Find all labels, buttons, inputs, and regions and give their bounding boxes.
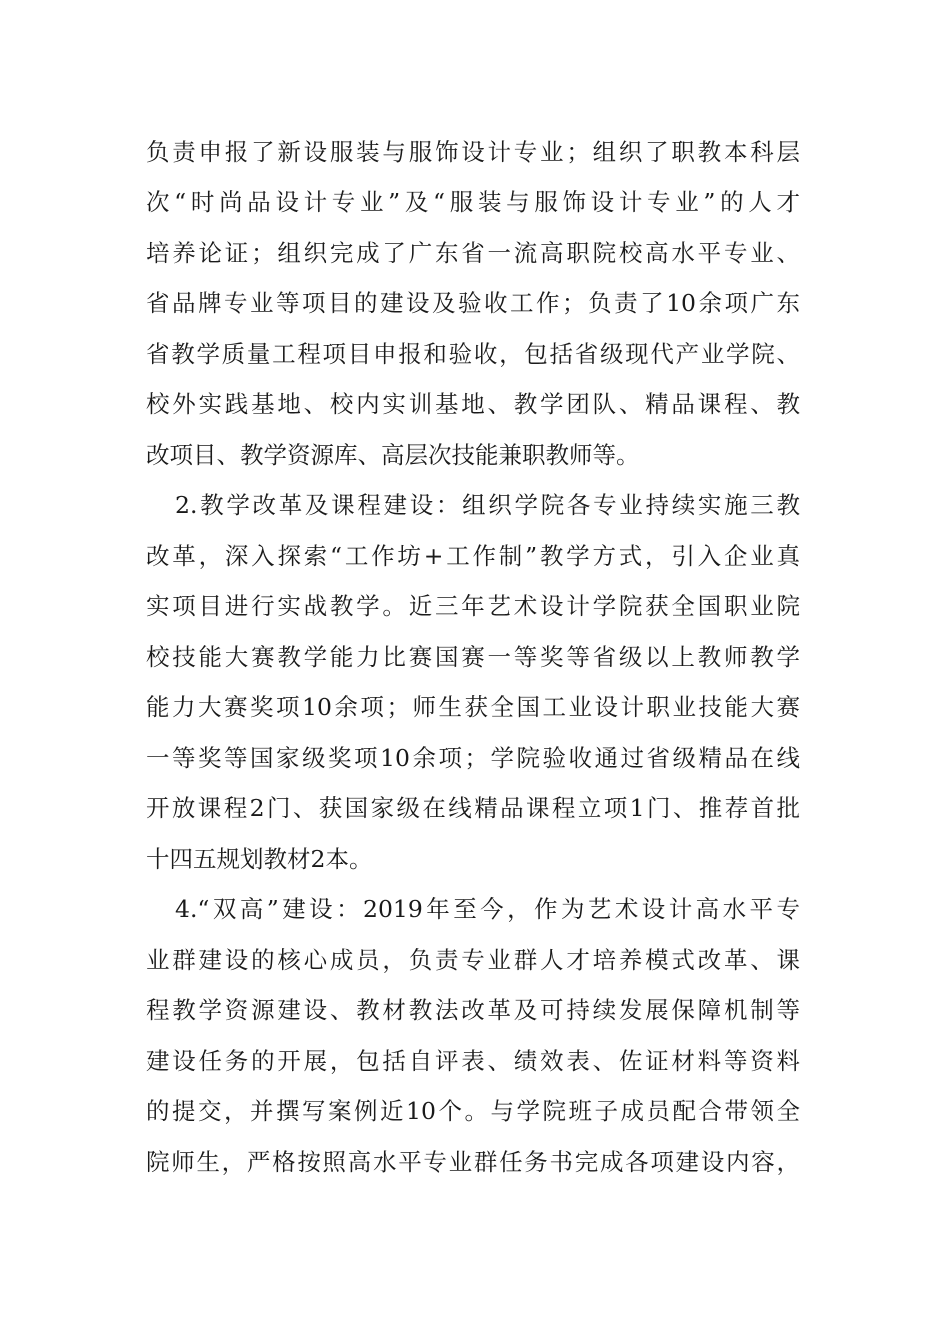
text-line-8: 2.教学改革及课程建设：组织学院各专业持续实施三教 <box>175 491 800 519</box>
text-line-13: 一等奖等国家级奖项10余项；学院验收通过省级精品在线 <box>146 744 800 772</box>
text-line-7: 改项目、教学资源库、高层次技能兼职教师等。 <box>146 441 640 469</box>
text-line-15: 十四五规划教材2本。 <box>146 845 373 873</box>
text-line-10: 实项目进行实战教学。近三年艺术设计学院获全国职业院 <box>146 592 800 620</box>
text-line-21: 院师生，严格按照高水平专业群任务书完成各项建设内容， <box>146 1148 800 1176</box>
text-line-6: 校外实践基地、校内实训基地、教学团队、精品课程、教 <box>146 390 800 418</box>
text-line-5: 省教学质量工程项目申报和验收，包括省级现代产业学院、 <box>146 340 800 368</box>
text-line-20: 的提交，并撰写案例近10个。与学院班子成员配合带领全 <box>146 1097 800 1125</box>
text-line-12: 能力大赛奖项10余项；师生获全国工业设计职业技能大赛 <box>146 693 800 721</box>
text-line-3: 培养论证；组织完成了广东省一流高职院校高水平专业、 <box>146 239 800 267</box>
text-line-9: 改革，深入探索“工作坊+工作制”教学方式，引入企业真 <box>146 542 800 570</box>
text-line-19: 建设任务的开展，包括自评表、绩效表、佐证材料等资料 <box>146 1047 800 1075</box>
text-line-4: 省品牌专业等项目的建设及验收工作；负责了10余项广东 <box>146 289 800 317</box>
text-line-2: 次“时尚品设计专业”及“服装与服饰设计专业”的人才 <box>146 188 800 216</box>
text-line-1: 负责申报了新设服装与服饰设计专业；组织了职教本科层 <box>146 138 800 166</box>
text-line-11: 校技能大赛教学能力比赛国赛一等奖等省级以上教师教学 <box>146 643 800 671</box>
text-line-18: 程教学资源建设、教材教法改革及可持续发展保障机制等 <box>146 996 800 1024</box>
text-line-14: 开放课程2门、获国家级在线精品课程立项1门、推荐首批 <box>146 794 800 822</box>
text-line-16: 4.“双高”建设：2019年至今，作为艺术设计高水平专 <box>175 895 800 923</box>
text-line-17: 业群建设的核心成员，负责专业群人才培养模式改革、课 <box>146 946 800 974</box>
